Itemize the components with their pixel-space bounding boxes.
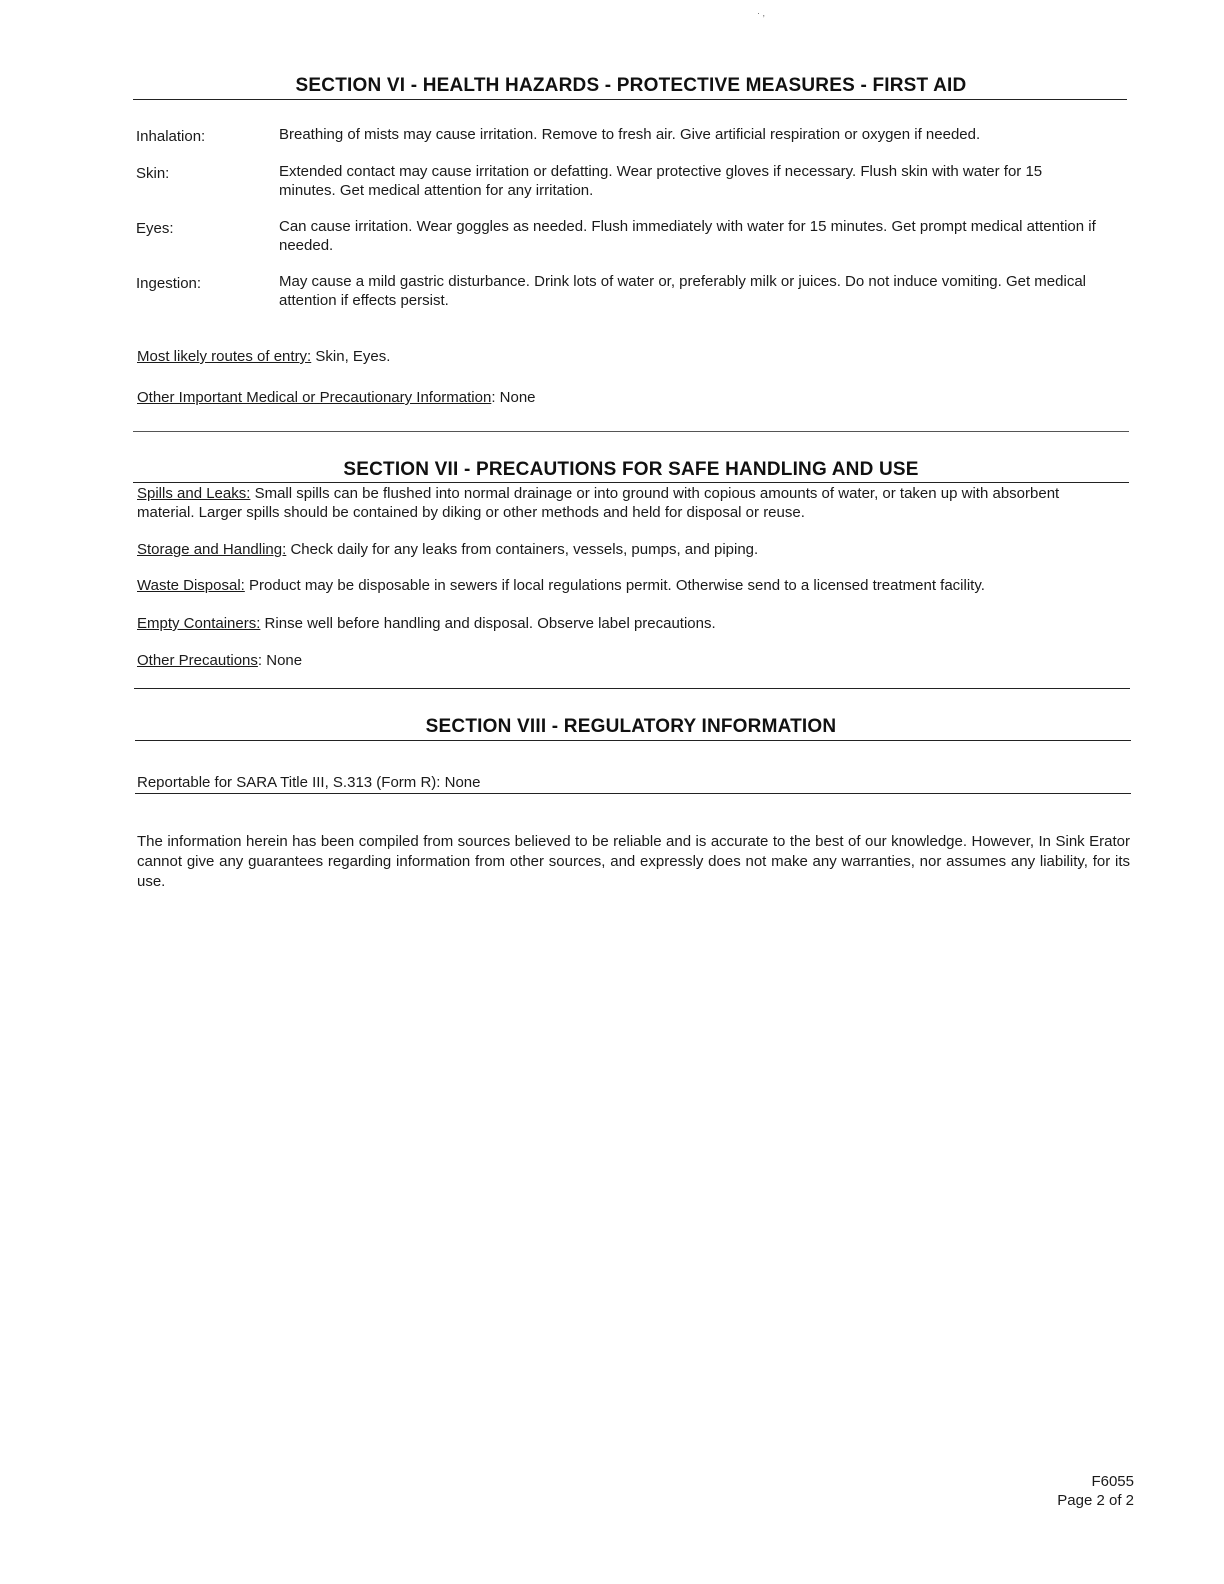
waste-disposal — [137, 576, 1117, 595]
waste-disposal-label: Waste Disposal: — [137, 577, 245, 594]
eyes-text: Can cause irritation. Wear goggles as needed. Flush immediately with water for 15 minutes. Get prompt medical attention if needed. — [279, 218, 1096, 254]
empty-containers-value: Rinse well before handling and disposal. Observe label precautions. — [260, 615, 716, 632]
section-7-title: SECTION VII - PRECAUTIONS FOR SAFE HANDLING AND USE — [343, 459, 919, 480]
section-8-rule — [135, 740, 1131, 741]
section-8-title: SECTION VIII - REGULATORY INFORMATION — [425, 716, 837, 737]
skin-text: Extended contact may cause irritation or defatting. Wear protective gloves if necessary. Flush skin with water for 15 minutes. Get medical attention for any irritation. — [279, 163, 1043, 199]
storage-and-handling-label: Storage and Handling: — [137, 541, 287, 558]
other-medical-info — [137, 388, 1117, 407]
section-7-rule — [133, 482, 1129, 483]
inhalation-label: Inhalation: — [136, 128, 206, 145]
spills-and-leaks-value: Small spills can be flushed into normal drainage or into ground with copious amounts of water, or taken up with absorbent material. Larger spills should be contained by diking or other methods and held for disposal or reuse. — [137, 485, 1060, 521]
form-code: F6055 — [1091, 1473, 1134, 1490]
other-medical-info-value: : None — [491, 389, 536, 406]
other-precautions-label: Other Precautions — [137, 652, 258, 669]
disclaimer: The information herein has been compiled from sources believed to be reliable and is accurate to the best of our knowledge. However, In Sink Erator cannot give any guarantees regarding information from other sources, and expressly does not make any warranties, nor assumes any liability, for its use. — [137, 833, 1130, 890]
inhalation-text: Breathing of mists may cause irritation. Remove to fresh air. Give artificial respiration or oxygen if needed. — [279, 126, 981, 143]
section-6-rule — [133, 99, 1127, 100]
empty-containers — [137, 614, 1117, 633]
sara-reportable: Reportable for SARA Title III, S.313 (Form R): None — [137, 774, 481, 791]
page-number: Page 2 of 2 — [1057, 1492, 1134, 1509]
section-8-end-rule — [135, 793, 1131, 794]
storage-and-handling-value: Check daily for any leaks from containers, vessels, pumps, and piping. — [286, 541, 759, 558]
storage-and-handling — [137, 540, 1117, 559]
section-7-end-rule — [134, 688, 1130, 689]
empty-containers-label: Empty Containers: — [137, 615, 261, 632]
section-6-end-rule — [133, 431, 1129, 432]
other-precautions-value: : None — [257, 652, 303, 669]
eyes-label: Eyes: — [136, 220, 174, 237]
spills-and-leaks — [137, 484, 1117, 522]
scan-speck: · , — [757, 8, 765, 18]
routes-of-entry — [137, 347, 1117, 366]
routes-of-entry-label: Most likely routes of entry: — [137, 348, 312, 365]
spills-and-leaks-label: Spills and Leaks: — [137, 485, 251, 502]
other-precautions — [137, 651, 1117, 670]
ingestion-text: May cause a mild gastric disturbance. Drink lots of water or, preferably milk or juices. Do not induce vomiting. Get medical attention if effects persist. — [279, 273, 1086, 309]
waste-disposal-value: Product may be disposable in sewers if local regulations permit. Otherwise send to a licensed treatment facility. — [244, 577, 985, 594]
routes-of-entry-value: Skin, Eyes. — [311, 348, 391, 365]
section-6-title: SECTION VI - HEALTH HAZARDS - PROTECTIVE MEASURES - FIRST AID — [295, 75, 967, 96]
other-medical-info-label: Other Important Medical or Precautionary Information — [137, 389, 492, 406]
skin-label: Skin: — [136, 165, 170, 182]
ingestion-label: Ingestion: — [136, 275, 202, 292]
